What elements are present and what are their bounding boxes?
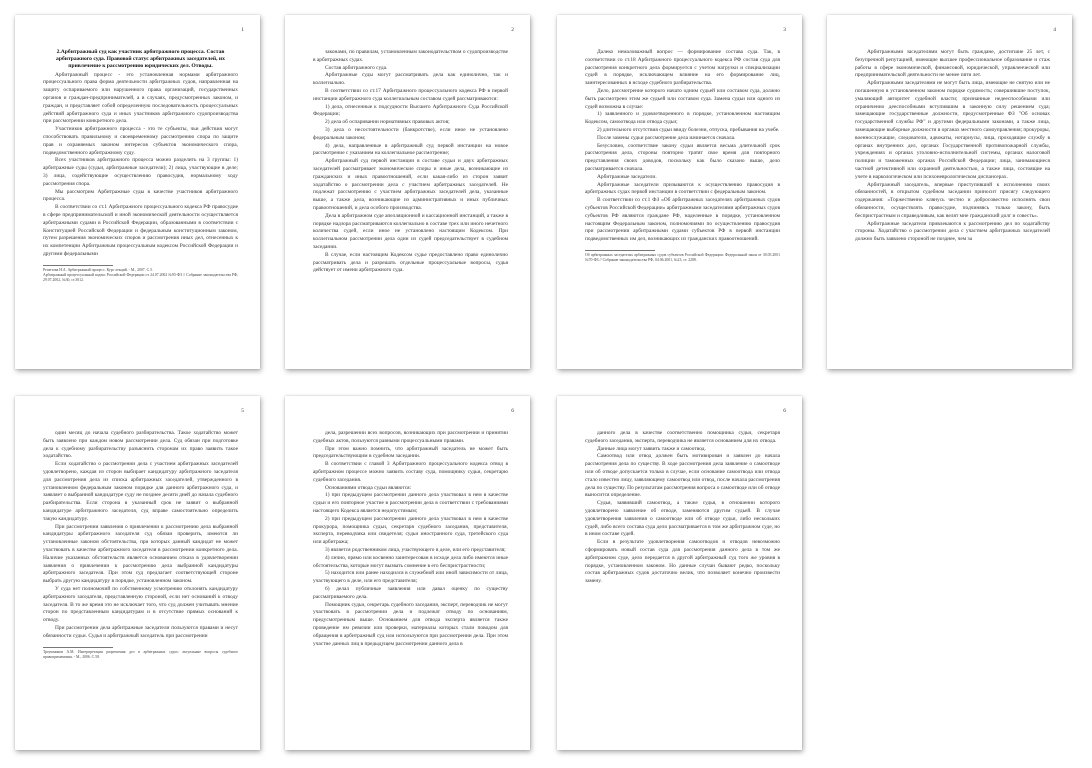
- document-page: [285, 396, 530, 750]
- paragraph: 3) дела о несостоятельности (банкротстве), если иное не установлено федеральным законом;: [313, 126, 508, 141]
- paragraph: 3) является родственником лица, участвующего в деле, или его представителя;: [325, 546, 506, 553]
- paragraph: В соответствии с главой 3 Арбитражного процессуального кодекса отвод в арбитражном процессе можно заявить составу суда, помощнику судьи, секретарю судебного заседания.: [313, 461, 508, 483]
- paragraph: Если в результате удовлетворения самоотводов и отводов невозможно сформировать новый состав суда для рассмотрения данного дела в том же арбитражном суде, дело передается в другой арбитражный суд того же уровня в порядке, установленном законом. Но данные случаи бывают редко, поскольку состав арбитражных судов достаточно велик, что позволяет конечно произвести замену.: [585, 539, 780, 585]
- paragraph: Мы рассмотрим Арбитражные суды в качестве участников арбитражного процесса.: [43, 188, 238, 203]
- paragraph: В соответствии со ст.1 Арбитражного процессуального кодекса РФ правосудие в сфере предпринимательской и иной экономической деятельности осуществляется арбитражными судами в Российской Федерации, образованными в соответствии с Конституцией Российской Федерации и федеральным конституционным законом, путем разрешения экономических споров и рассмотрения иных дел, отнесенных к их компетенции Арбитражным процессуальным кодексом Российской Федерации и другими федеральными: [43, 204, 238, 257]
- document-page: [15, 15, 260, 369]
- paragraph: один месяц до начала судебного разбирательства. Такое ходатайство может быть заявлено при каждом новом рассмотрении дела. Суд обязан при подготовке дела к судебному разбирательству разъяснить сторонам их право заявить такое ходатайство.: [43, 430, 238, 460]
- footnote-divider: [43, 265, 113, 266]
- paragraph: законами, по правилам, установленным законодательством о судопроизводстве в арбитражных судах.: [313, 49, 508, 63]
- paragraph: Арбитражные заседатели.: [597, 173, 657, 180]
- paragraph: Арбитражные заседатели призываются к осуществлению правосудия в арбитражных судах первой инстанции в соответствии с федеральным законом.: [585, 181, 780, 196]
- paragraph: Состав арбитражного суда.: [325, 64, 388, 71]
- footnote: Об арбитражных заседателях арбитражных судов субъектов Российской Федерации: Федеральный закон от 30.05.2001 №70-ФЗ // Собрание законодательства РФ, 04.06.2001, №23, ст. 2288.: [585, 252, 780, 262]
- page-number: 3: [783, 27, 786, 33]
- paragraph: В случае, если настоящим Кодексом судье предоставлено право единолично рассматривать дела и разрешать отдельные процессуальные вопросы, судья действует от имени арбитражного суда.: [313, 251, 508, 274]
- document-page: [557, 15, 802, 369]
- paragraph: Арбитражный суд первой инстанции в составе судьи и двух арбитражных заседателей рассматривает экономические споры и иные дела, возникающие из гражданских и иных правоотношений, если какая-либо из сторон заявит ходатайство о рассмотрении дела с участием арбитражных заседателей. Не подлежат рассмотрению с участием арбитражных заседателей дела, указанные выше, а также дела, возникающие из административных и иных публичных правоотношений, и дела особого производства.: [313, 158, 508, 211]
- document-page: [285, 15, 530, 369]
- paragraph: Арбитражный процесс - это установленная нормами арбитражного процессуального права форма деятельности арбитражных судов, направленная на защиту оспариваемого или нарушенного права организаций, государственных органов и граждан-предпринимателей, а в случаях, предусмотренных законом, и граждан, и представляет собой определенную последовательность процессуальных действий арбитражного суда и иных участников арбитражного судопроизводства при рассмотрении конкретного дела.: [43, 71, 238, 125]
- paragraph: Безусловно, соответствие закону судьи является весьма длительной срок рассмотрения дела, стороны повторно тратят свое время для повторного представления своих доводов, поскольку как было сказано выше, дело рассматривается сначала.: [585, 142, 780, 172]
- paragraph: Дело, рассмотрение которого начато одним судьей или составом суда, должно быть рассмотрено этим же судьей или составом суда. Замена судьи или одного из судей возможна в случае:: [585, 87, 780, 110]
- paragraph: При рассмотрении заявления о привлечении к рассмотрению дела выбранной кандидатуры арбитражного заседателя суд обязан проверить, имеются ли установленные законом обстоятельства, при которых данный кандидат не может участвовать в качестве арбитражного заседателя в рассмотрении конкретного дела. Наличие указанных обстоятельств является основанием отказа в удовлетворении заявления о привлечении к рассмотрению дела выбранной кандидатуры арбитражного заседателя. При этом суд предлагает соответствующей стороне выбрать другую кандидатуру в порядке, установленном законом.: [43, 523, 238, 585]
- paragraph: Судья, заявивший самоотвод, а также судья, в отношении которого удовлетворено заявление об отводе, заменяются другим судьей. В случае удовлетворения заявления о самоотводе или об отводе судьи, либо нескольких судей, либо всего состава суда дело рассматривается в том же арбитражном суде, но в ином составе судей.: [585, 500, 780, 538]
- paragraph: дела, разрешении всех вопросов, возникающих при рассмотрении и принятии судебных актов, пользуются равными процессуальными правами.: [313, 430, 508, 444]
- paragraph: В соответствии со ст.17 Арбитражного процессуального кодекса РФ в первой инстанции арбитражного суда коллегиальным составом судей рассматриваются:: [313, 87, 508, 102]
- paragraph: Арбитражные суды могут рассматривать дела как единолично, так и коллегиально.: [313, 72, 508, 87]
- paragraph: 6) делал публичные заявления или давал оценку по существу рассматриваемого дела.: [313, 585, 508, 600]
- paragraph: Арбитражными заседателями не могут быть лица, имеющие не снятую или не погашенную в установленном законом порядке судимость; совершившие поступок, умаляющий авторитет судебной власти; признанные недееспособными или ограниченно дееспособными вступившим в законную силу решением суда; замещающие государственные должности, предусмотренные ФЗ "Об основах государственной службы РФ" и другими федеральными законами, а также лица, замещающие выборные должности в органах местного самоуправления; прокуроры, военнослужащие, следователи, адвокаты, нотариусы, лица, проходящие службу в органах внутренних дел, органах Государственной противопожарной службы, учреждениях и органах уголовно-исполнительной системы, органах налоговой полиции и таможенных органах Российской Федерации; лица, занимающиеся частной детективной или охранной деятельностью, а также лица, состоящие на учете в наркологическом или психоневрологическом диспансерах.: [855, 80, 1050, 180]
- document-page: [827, 15, 1072, 369]
- paragraph: При рассмотрении дела арбитражные заседатели пользуются правами и несут обязанности судьи. Судья и арбитражный заседатель при рассмотрении: [43, 624, 238, 639]
- paragraph: 1) при предыдущем рассмотрении данного дела участвовал в нем в качестве судьи и его повторное участие в рассмотрении дела в соответствии с требованиями настоящего Кодекса является недопустимым;: [313, 492, 508, 514]
- paragraph: Арбитражный заседатель, впервые приступивший к исполнению своих обязанностей, в открытом судебном заседании приносит присягу следующего содержания: «Торжественно клянусь честно и добросовестно исполнять свои обязанности, осуществлять правосудие, подчиняясь только закону, быть беспристрастным и справедливым, как велят мне гражданский долг и совесть».: [855, 181, 1050, 219]
- page-number: 6: [511, 408, 514, 414]
- paragraph: Помощник судьи, секретарь судебного заседания, эксперт, переводчик не могут участвовать в рассмотрении дела и подлежат отводу по основаниям, предусмотренным выше. Основанием для отвода эксперта является также проведение им ревизии или проверки, материалы которых стали поводом для обращения в арбитражный суд или используются при рассмотрении дела. При этом участие данных лиц в предыдущем рассмотрении данного дела в: [313, 601, 508, 647]
- footnote: Решетова Н.А. Арбитражный процесс. Курс лекций. - М., 2007. С.5.: [43, 267, 153, 272]
- paragraph: При этом важно помнить, что арбитражный заседатель не может быть председательствующим в судебном заседании.: [313, 445, 508, 460]
- paragraph: 4) дела, направленные в арбитражный суд первой инстанции на новое рассмотрение с указанием на коллегиальное рассмотрение;: [313, 142, 508, 157]
- paragraph: 2) длительного отсутствия судьи ввиду болезни, отпуска, пребывания на учебе.: [597, 126, 780, 133]
- paragraph: Данные лица могут заявить также и самоотвод.: [597, 445, 706, 452]
- document-page: [15, 396, 260, 750]
- footnote-divider: [43, 647, 113, 648]
- page-number: 1: [241, 27, 244, 33]
- paragraph: Арбитражными заседателями могут быть граждане, достигшие 25 лет, с безупречной репутацией, имеющие высшее профессиональное образование и стаж работы в сфере экономической, финансовой, юридической, управленческой или предпринимательской деятельности не менее пяти лет.: [855, 49, 1050, 79]
- paragraph: Всех участников арбитражного процесса можно разделить на 3 группы: 1) арбитражные суды (судьи, арбитражные заседатели); 2) лица, участвующие в деле; 3) лица, содействующие осуществлению правосудия, нормальному ходу рассмотрения спора.: [43, 157, 238, 187]
- page-number: 2: [511, 27, 514, 33]
- paragraph: Арбитражные заседатели привлекаются к рассмотрению дел по ходатайству стороны. Ходатайство о рассмотрении дела с участием арбитражных заседателей должно быть заявлено стороной не позднее, чем за: [855, 220, 1050, 243]
- paragraph: данного дела в качестве соответственно помощника судьи, секретаря судебного заседания, эксперта, переводчика не является основанием для их отвода.: [585, 430, 780, 444]
- footnote: Треушников А.М. Интерпретация разрешения дел в арбитражных судах: актуальные вопросы судебного правоприменения. - М., 2006. С.58.: [43, 649, 238, 659]
- paragraph: Основаниями отвода судьи являются:: [325, 484, 412, 491]
- paragraph: Если ходатайство о рассмотрении дела с участием арбитражных заседателей удовлетворено, каждая из сторон выбирает кандидатуру арбитражного заседателя для рассмотрения дела из списка арбитражных заседателей, утвержденного в установленном федеральным законом порядке для данного арбитражного суда, и заявляет о выбранной кандидатуре суду не позднее десяти дней до начала судебного разбирательства. Если сторона в указанный срок не заявит о выбранной кандидатуре арбитражного заседателя, суд вправе самостоятельно определить такую кандидатуру.: [43, 461, 238, 522]
- document-page: [557, 396, 802, 750]
- page-number: 5: [241, 408, 244, 414]
- paragraph: У суда нет полномочий по собственному усмотрению отклонять кандидатуру арбитражного заседателя, представленную стороной, если нет оснований к отводу заседателя. В то же время это не исключает того, что суд должен учитывать мнение сторон по представленным кандидатурам и в отсутствие прямых оснований к отводу.: [43, 585, 238, 624]
- paragraph: 2) дела об оспаривании нормативных правовых актов;: [325, 119, 450, 126]
- paragraph: 4) лично, прямо или косвенно заинтересован в исходе дела либо имеются иные обстоятельства, которые могут вызвать сомнение в его беспристрастности;: [313, 554, 508, 569]
- footnote-divider: [585, 250, 655, 251]
- paragraph: 2) при предыдущем рассмотрении данного дела участвовал в нем в качестве прокурора, помощника судьи, секретаря судебного заседания, представителя, эксперта, переводчика или свидетеля; судьи иностранного суда, третейского суда или арбитража;: [313, 515, 508, 546]
- paragraph: 5) находится или ранее находился в служебной или иной зависимости от лица, участвующего в деле, или его представителя;: [313, 570, 508, 585]
- paragraph: После замены судьи рассмотрение дела начинается сначала.: [597, 134, 736, 141]
- paragraph: Далеко немаловажный вопрос — формирование состава суда. Так, в соответствии со ст.18 Арбитражного процессуального кодекса РФ состав суда для рассмотрения конкретного дела формируется с учетом нагрузки и специализации судей в порядке, исключающем влияние на его формирование лиц, заинтересованных в исходе судебного разбирательства.: [585, 49, 780, 87]
- footnote: Арбитражный процессуальный кодекс Российской Федерации от 24.07.2002 №95-ФЗ // Собрание законодательства РФ, 29.07.2002, №30, ст.3012.: [43, 272, 238, 282]
- section-heading: 2.Арбитражный суд как участник арбитражного процесса. Состав арбитражного суда. Правовой статус арбитражных заседателей, их привлечение к рассмотрению юридических дел. Отводы.: [56, 49, 225, 70]
- paragraph: Самоотвод или отвод должен быть мотивирован и заявлен до начала рассмотрения дела по существу. В ходе рассмотрения дела заявление о самоотводе или об отводе допускается только в случае, если основание самоотвода или отвода стало известно лицу, заявляющему самоотвод или отвод, после начала рассмотрения дела по существу. По результатам рассмотрения вопроса о самоотводе или об отводе выносится определение.: [585, 453, 780, 499]
- paragraph: 1) заявленного и удовлетворенного в порядке, установленном настоящим Кодексом, самоотвода или отвода судьи;: [585, 111, 780, 126]
- page-number: 4: [1053, 27, 1056, 33]
- page-number: 6: [783, 408, 786, 414]
- paragraph: Участников арбитражного процесса - это те субъекты, чьи действия могут способствовать правильному и своевременному рассмотрению спора по защите прав и охраняемых законом интересов субъектов экономического спора, подведомственного арбитражному суду.: [43, 126, 238, 156]
- paragraph: Дела в арбитражном суде апелляционной и кассационной инстанций, а также в порядке надзора рассматриваются коллегиально в составе трех или иного нечетного количества судей, если иное не установлено настоящим Кодексом. При коллегиальном рассмотрении дела один из судей председательствует в судебном заседании.: [313, 212, 508, 250]
- paragraph: В соответствии со ст.1 ФЗ «Об арбитражных заседателях арбитражных судов субъектов Российской Федерации» арбитражными заседателями арбитражных судов субъектов РФ являются граждане РФ, наделенные в порядке, установленном настоящим Федеральным законом, полномочиями по осуществлению правосудия при рассмотрении арбитражными судами субъектов РФ в первой инстанции подведомственных им дел, возникающих из гражданских правоотношений.: [585, 197, 780, 243]
- paragraph: 1) дела, отнесенные к подсудности Высшего Арбитражного Суда Российской Федерации;: [313, 103, 508, 118]
